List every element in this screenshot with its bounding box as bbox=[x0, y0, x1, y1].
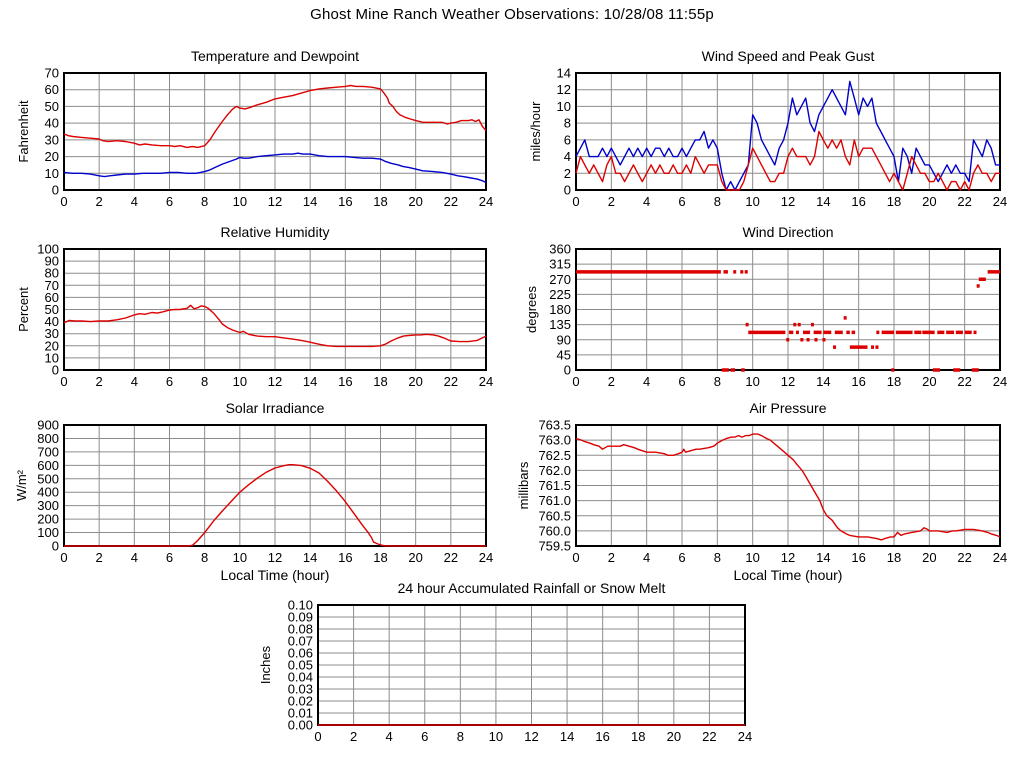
y-tick-label: 10 bbox=[44, 165, 59, 181]
y-tick-label: 0.02 bbox=[287, 693, 313, 709]
y-tick-label: 763.5 bbox=[538, 417, 571, 433]
y-tick-label: 0.07 bbox=[287, 633, 313, 649]
y-tick-label: 180 bbox=[549, 302, 571, 317]
x-tick-label: 6 bbox=[165, 374, 174, 389]
x-tick-label: 12 bbox=[780, 374, 796, 389]
y-tick-label: 40 bbox=[44, 115, 59, 131]
y-axis-label: Fahrenheit bbox=[16, 100, 31, 163]
x-tick-label: 10 bbox=[488, 729, 504, 744]
y-tick-label: 760.0 bbox=[538, 523, 571, 539]
x-tick-label: 16 bbox=[851, 194, 866, 209]
x-tick-label: 22 bbox=[443, 550, 459, 565]
x-tick-label: 4 bbox=[643, 550, 651, 565]
y-tick-label: 40 bbox=[44, 314, 59, 330]
y-tick-label: 0.04 bbox=[287, 669, 313, 685]
y-tick-label: 60 bbox=[44, 82, 59, 98]
x-tick-label: 18 bbox=[373, 550, 388, 565]
x-tick-label: 16 bbox=[595, 729, 610, 744]
y-tick-label: 700 bbox=[37, 444, 59, 460]
x-tick-label: 22 bbox=[702, 729, 717, 744]
x-tick-label: 6 bbox=[421, 729, 429, 744]
y-tick-label: 20 bbox=[44, 149, 59, 165]
y-tick-label: 315 bbox=[549, 256, 571, 272]
y-axis-label: miles/hour bbox=[528, 101, 543, 162]
y-tick-label: 0.06 bbox=[287, 645, 313, 661]
x-tick-label: 20 bbox=[922, 550, 937, 565]
chart-title: Solar Irradiance bbox=[225, 400, 325, 416]
x-tick-label: 18 bbox=[373, 194, 388, 209]
y-tick-label: 0.05 bbox=[287, 657, 313, 673]
chart-wind-direction bbox=[524, 224, 1007, 389]
x-tick-label: 24 bbox=[478, 550, 494, 565]
x-tick-label: 0 bbox=[572, 550, 580, 565]
y-tick-label: 0.10 bbox=[287, 597, 313, 613]
x-tick-label: 6 bbox=[678, 194, 686, 209]
y-tick-label: 0.00 bbox=[287, 717, 313, 733]
x-tick-label: 12 bbox=[524, 729, 539, 744]
x-tick-label: 18 bbox=[886, 374, 902, 389]
y-axis-label: millibars bbox=[516, 461, 531, 510]
chart-title: Wind Speed and Peak Gust bbox=[701, 48, 875, 64]
x-tick-label: 6 bbox=[165, 550, 174, 565]
x-tick-label: 2 bbox=[607, 374, 615, 389]
y-tick-label: 100 bbox=[37, 241, 59, 257]
chart-title: Relative Humidity bbox=[220, 224, 330, 240]
x-tick-label: 16 bbox=[851, 374, 866, 389]
chart-title: Temperature and Dewpoint bbox=[190, 48, 360, 64]
chart-wind-speed-peak-gust bbox=[528, 48, 1007, 209]
y-tick-label: 300 bbox=[37, 498, 59, 514]
x-tick-label: 0 bbox=[572, 374, 580, 389]
chart-temperature-dewpoint bbox=[16, 48, 493, 209]
y-tick-label: 225 bbox=[549, 286, 571, 302]
x-axis-label: Local Time (hour) bbox=[220, 567, 330, 583]
y-tick-label: 270 bbox=[549, 271, 571, 287]
y-tick-label: 70 bbox=[44, 65, 59, 81]
y-tick-label: 900 bbox=[37, 417, 59, 433]
x-axis-label: Local Time (hour) bbox=[733, 567, 843, 583]
y-tick-label: 2 bbox=[563, 165, 571, 181]
y-axis-label: Percent bbox=[16, 287, 31, 332]
x-tick-label: 18 bbox=[886, 194, 902, 209]
y-tick-label: 8 bbox=[563, 115, 571, 131]
x-tick-label: 6 bbox=[165, 194, 174, 209]
y-tick-label: 761.0 bbox=[538, 493, 571, 509]
x-tick-label: 14 bbox=[816, 374, 831, 389]
x-tick-label: 24 bbox=[992, 374, 1008, 389]
y-tick-label: 30 bbox=[44, 132, 59, 148]
chart-relative-humidity bbox=[16, 224, 493, 389]
x-tick-label: 14 bbox=[816, 550, 831, 565]
x-tick-label: 12 bbox=[267, 374, 283, 389]
x-tick-label: 8 bbox=[201, 194, 209, 209]
x-tick-label: 10 bbox=[745, 374, 760, 389]
x-tick-label: 14 bbox=[559, 729, 575, 744]
x-tick-label: 8 bbox=[713, 194, 721, 209]
x-tick-label: 4 bbox=[130, 550, 138, 565]
x-tick-label: 20 bbox=[408, 550, 423, 565]
x-tick-label: 22 bbox=[443, 374, 459, 389]
x-tick-label: 16 bbox=[338, 374, 353, 389]
x-tick-label: 14 bbox=[816, 194, 831, 209]
y-tick-label: 30 bbox=[44, 326, 59, 342]
x-tick-label: 24 bbox=[478, 194, 494, 209]
x-tick-label: 8 bbox=[201, 550, 209, 565]
x-tick-label: 12 bbox=[267, 194, 283, 209]
y-axis-label: Inches bbox=[258, 645, 273, 685]
chart-air-pressure bbox=[516, 400, 1007, 583]
page-title: Ghost Mine Ranch Weather Observations: 10/28/08 11:55p bbox=[310, 6, 714, 23]
x-tick-label: 24 bbox=[992, 550, 1008, 565]
x-tick-label: 10 bbox=[232, 194, 248, 209]
y-tick-label: 10 bbox=[556, 98, 571, 114]
y-tick-label: 760.5 bbox=[538, 508, 571, 524]
y-tick-label: 90 bbox=[44, 253, 59, 269]
x-tick-label: 24 bbox=[992, 194, 1008, 209]
y-tick-label: 600 bbox=[37, 457, 59, 473]
x-tick-label: 8 bbox=[713, 550, 721, 565]
x-tick-label: 2 bbox=[607, 550, 615, 565]
x-tick-label: 16 bbox=[338, 550, 353, 565]
x-tick-label: 2 bbox=[95, 374, 103, 389]
y-tick-label: 60 bbox=[44, 289, 59, 305]
y-tick-label: 6 bbox=[563, 132, 571, 148]
chart-title: 24 hour Accumulated Rainfall or Snow Melt bbox=[397, 580, 666, 596]
x-tick-label: 12 bbox=[780, 194, 796, 209]
x-tick-label: 20 bbox=[922, 194, 937, 209]
y-tick-label: 0.08 bbox=[287, 621, 313, 637]
y-tick-label: 14 bbox=[556, 65, 571, 81]
x-tick-label: 20 bbox=[408, 194, 423, 209]
y-tick-label: 360 bbox=[549, 241, 571, 257]
x-tick-label: 12 bbox=[267, 550, 283, 565]
x-tick-label: 0 bbox=[572, 194, 580, 209]
x-tick-label: 4 bbox=[385, 729, 393, 744]
x-tick-label: 4 bbox=[643, 194, 651, 209]
y-tick-label: 50 bbox=[44, 302, 59, 317]
x-tick-label: 24 bbox=[737, 729, 753, 744]
chart-rainfall bbox=[258, 580, 752, 744]
x-tick-label: 0 bbox=[60, 194, 68, 209]
x-tick-label: 4 bbox=[130, 194, 138, 209]
y-tick-label: 12 bbox=[556, 82, 571, 98]
y-tick-label: 70 bbox=[44, 277, 59, 293]
x-tick-label: 0 bbox=[314, 729, 322, 744]
y-tick-label: 0.03 bbox=[287, 681, 313, 697]
y-tick-label: 763.0 bbox=[538, 432, 571, 448]
x-tick-label: 18 bbox=[373, 374, 388, 389]
x-tick-label: 22 bbox=[957, 550, 972, 565]
x-tick-label: 10 bbox=[232, 550, 248, 565]
x-tick-label: 6 bbox=[678, 374, 686, 389]
y-tick-label: 0 bbox=[51, 182, 59, 198]
x-tick-label: 14 bbox=[302, 194, 318, 209]
x-tick-label: 0 bbox=[60, 550, 68, 565]
y-tick-label: 800 bbox=[37, 430, 59, 446]
x-tick-label: 20 bbox=[408, 374, 423, 389]
x-tick-label: 12 bbox=[780, 550, 796, 565]
x-tick-label: 4 bbox=[130, 374, 138, 389]
y-axis-label: degrees bbox=[524, 286, 539, 333]
chart-title: Wind Direction bbox=[742, 224, 834, 240]
y-tick-label: 135 bbox=[549, 317, 571, 333]
x-tick-label: 22 bbox=[957, 194, 972, 209]
x-tick-label: 10 bbox=[745, 194, 760, 209]
x-tick-label: 8 bbox=[713, 374, 721, 389]
y-tick-label: 761.5 bbox=[538, 478, 571, 493]
x-tick-label: 8 bbox=[456, 729, 464, 744]
y-tick-label: 4 bbox=[563, 149, 571, 165]
y-tick-label: 200 bbox=[37, 511, 59, 527]
y-tick-label: 0 bbox=[563, 362, 571, 378]
x-tick-label: 14 bbox=[302, 550, 318, 565]
y-tick-label: 45 bbox=[556, 347, 571, 363]
y-tick-label: 759.5 bbox=[538, 538, 571, 554]
y-tick-label: 762.5 bbox=[538, 447, 571, 463]
x-tick-label: 24 bbox=[478, 374, 494, 389]
chart-title: Air Pressure bbox=[749, 400, 827, 416]
x-tick-label: 10 bbox=[745, 550, 760, 565]
x-tick-label: 2 bbox=[607, 194, 615, 209]
y-tick-label: 0.09 bbox=[287, 609, 313, 625]
x-tick-label: 0 bbox=[60, 374, 68, 389]
y-tick-label: 90 bbox=[556, 332, 571, 348]
y-tick-label: 0 bbox=[563, 182, 571, 198]
y-tick-label: 10 bbox=[44, 350, 59, 366]
x-tick-label: 4 bbox=[643, 374, 651, 389]
x-tick-label: 20 bbox=[922, 374, 937, 389]
x-tick-label: 8 bbox=[201, 374, 209, 389]
x-tick-label: 14 bbox=[302, 374, 318, 389]
y-tick-label: 100 bbox=[37, 525, 59, 541]
x-tick-label: 10 bbox=[232, 374, 248, 389]
x-tick-label: 16 bbox=[851, 550, 866, 565]
y-tick-label: 500 bbox=[37, 471, 59, 487]
y-tick-label: 20 bbox=[44, 338, 59, 354]
x-tick-label: 22 bbox=[957, 374, 972, 389]
y-axis-label: W/m² bbox=[14, 469, 29, 502]
y-tick-label: 0 bbox=[51, 538, 59, 554]
x-tick-label: 18 bbox=[886, 550, 902, 565]
x-tick-label: 2 bbox=[95, 550, 103, 565]
y-tick-label: 50 bbox=[44, 98, 59, 114]
y-tick-label: 80 bbox=[44, 265, 59, 281]
chart-solar-irradiance bbox=[14, 400, 493, 583]
y-tick-label: 400 bbox=[37, 484, 59, 500]
x-tick-label: 16 bbox=[338, 194, 353, 209]
y-tick-label: 0.01 bbox=[287, 705, 313, 721]
x-tick-label: 18 bbox=[631, 729, 646, 744]
x-tick-label: 6 bbox=[678, 550, 686, 565]
x-tick-label: 2 bbox=[349, 729, 358, 744]
y-tick-label: 762.0 bbox=[538, 462, 571, 478]
x-tick-label: 22 bbox=[443, 194, 459, 209]
x-tick-label: 2 bbox=[95, 194, 103, 209]
x-tick-label: 20 bbox=[666, 729, 682, 744]
y-tick-label: 0 bbox=[51, 362, 59, 378]
